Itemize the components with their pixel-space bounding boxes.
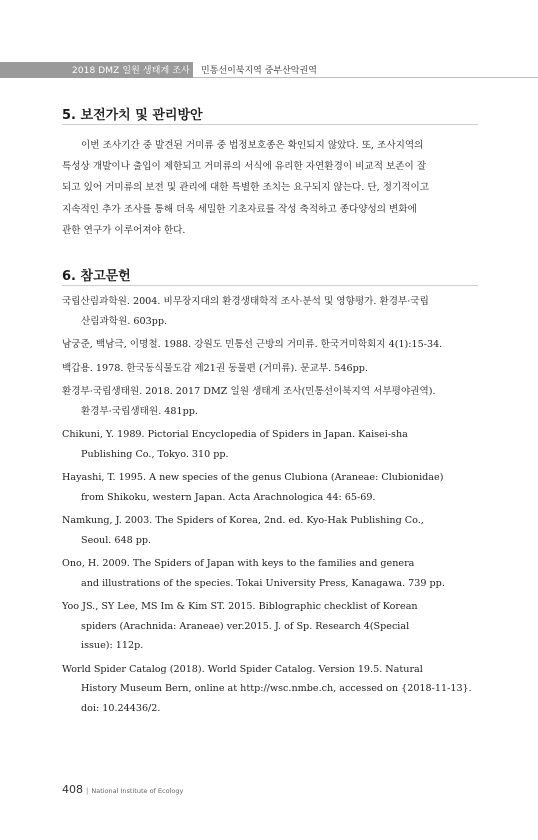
reference-line: Seoul. 648 pp. bbox=[81, 534, 152, 546]
reference-line: spiders (Arachnida: Araneae) ver.2015. J. of Sp. Research 4(Special bbox=[81, 620, 410, 632]
header-survey-title: 2018 DMZ 일원 생태계 조사 bbox=[72, 66, 190, 76]
reference-entry bbox=[62, 335, 482, 355]
reference-list bbox=[62, 292, 482, 718]
reference-entry bbox=[62, 292, 482, 331]
page-number: 408 bbox=[62, 783, 83, 796]
reference-line: 백갑용. 1978. 한국동식물도감 제21권 동물편 (거미류). 문교부. 546pp. bbox=[62, 362, 368, 374]
reference-entry bbox=[62, 359, 482, 379]
paragraph-line: 지속적인 추가 조사를 통해 더욱 세밀한 기초자료를 작성 축적하고 종다양성의 변화에 bbox=[62, 203, 417, 215]
footer-separator: | bbox=[86, 787, 89, 795]
paragraph-line: 되고 있어 거미류의 보전 및 관리에 대한 특별한 조치는 요구되지 않는다. 단, 정기적이고 bbox=[62, 182, 430, 194]
reference-line: World Spider Catalog (2018). World Spider Catalog. Version 19.5. Natural bbox=[62, 663, 423, 675]
reference-line: 산림과학원. 603pp. bbox=[81, 315, 168, 327]
running-header bbox=[0, 62, 538, 78]
header-rule bbox=[193, 77, 538, 78]
reference-line: Ono, H. 2009. The Spiders of Japan with keys to the families and genera bbox=[62, 558, 415, 569]
reference-entry bbox=[62, 511, 482, 550]
reference-line: 환경부·국립생태원. 2018. 2017 DMZ 일원 생태계 조사(민통선이북지역 서부평야권역). bbox=[62, 386, 436, 397]
section-5-rule bbox=[62, 124, 478, 125]
paragraph-line: 특성상 개발이나 출입이 제한되고 거미류의 서식에 유리한 자연환경이 비교적 보존이 잘 bbox=[62, 161, 427, 173]
reference-line: Hayashi, T. 1995. A new species of the genus Clubiona (Araneae: Clubionidae) bbox=[62, 472, 444, 483]
reference-line: issue): 112p. bbox=[81, 640, 144, 651]
reference-line: 환경부·국립생태원. 481pp. bbox=[81, 405, 198, 417]
reference-entry bbox=[62, 597, 482, 656]
reference-line: 남궁준, 백남극, 이명철. 1988. 강원도 민통선 근방의 거미류. 한국거미학회지 4(1):15-34. bbox=[62, 339, 443, 350]
section-6-title: 6. 참고문헌 bbox=[62, 269, 131, 284]
reference-line: from Shikoku, western Japan. Acta Arachnologica 44: 65-69. bbox=[81, 491, 376, 503]
footer-institute: National Institute of Ecology bbox=[91, 787, 184, 795]
reference-line: and illustrations of the species. Tokai University Press, Kanagawa. 739 pp. bbox=[81, 577, 445, 589]
reference-line: 국립산림과학원. 2004. 비무장지대의 환경생태학적 조사·분석 및 영향평가. 환경부·국립 bbox=[62, 296, 429, 307]
reference-line: Yoo JS., SY Lee, MS Im & Kim ST. 2015. Biblographic checklist of Korean bbox=[62, 601, 418, 612]
paragraph-line: 이번 조사기간 중 발견된 거미류 중 법정보호종은 확인되지 않았다. 또, 조사지역의 bbox=[81, 140, 424, 151]
page-footer bbox=[62, 778, 183, 797]
header-region: 민통선이북지역 중부산악권역 bbox=[201, 66, 317, 76]
reference-entry bbox=[62, 468, 482, 507]
reference-line: Publishing Co., Tokyo. 310 pp. bbox=[81, 448, 229, 460]
section-5-paragraph bbox=[62, 135, 478, 241]
reference-line: History Museum Bern, online at http://wsc.nmbe.ch, accessed on {2018-11-13}. bbox=[81, 683, 472, 694]
reference-line: doi: 10.24436/2. bbox=[81, 702, 161, 714]
section-6-rule bbox=[62, 285, 478, 286]
reference-line: Chikuni, Y. 1989. Pictorial Encyclopedia of Spiders in Japan. Kaisei-sha bbox=[62, 429, 408, 440]
paragraph-line: 관한 연구가 이루어져야 한다. bbox=[62, 224, 186, 236]
reference-entry bbox=[62, 425, 482, 464]
reference-entry bbox=[62, 554, 482, 593]
top-margin bbox=[0, 0, 538, 52]
section-5-title: 5. 보전가치 및 관리방안 bbox=[62, 108, 203, 123]
reference-line: Namkung, J. 2003. The Spiders of Korea, 2nd. ed. Kyo-Hak Publishing Co., bbox=[62, 515, 424, 526]
reference-entry bbox=[62, 660, 482, 719]
reference-entry bbox=[62, 382, 482, 421]
header-band bbox=[0, 62, 193, 78]
